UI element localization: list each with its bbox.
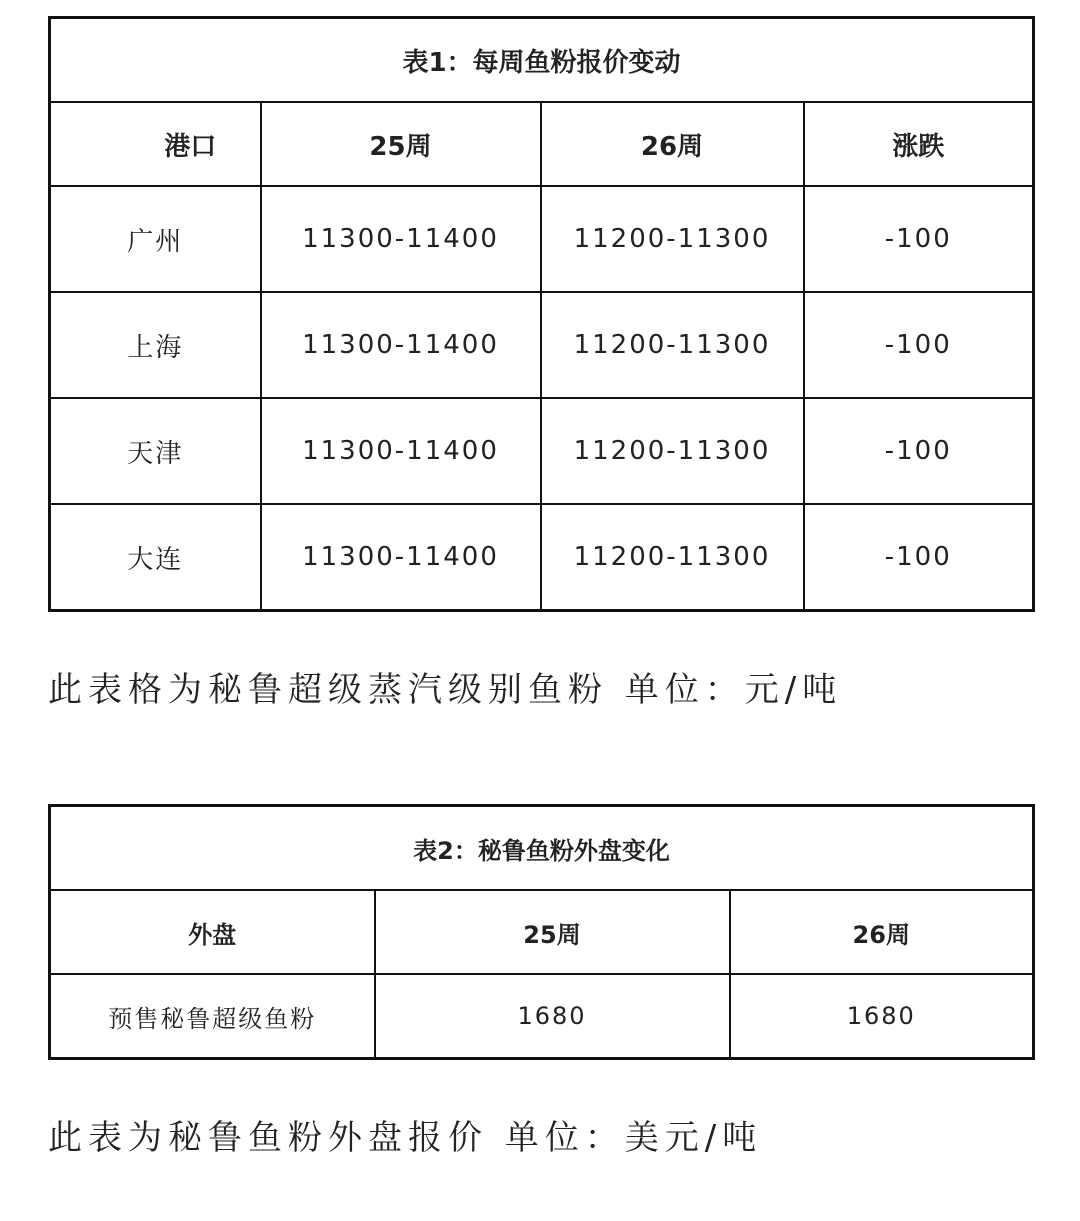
change-cell: -100 xyxy=(804,292,1034,398)
table-row xyxy=(50,504,1034,611)
week25-price-cell: 11300-11400 xyxy=(261,398,541,504)
table-title: 表1：每周鱼粉报价变动 xyxy=(50,18,1034,103)
column-header-week25: 25周 xyxy=(375,890,730,974)
port-cell: 广州 xyxy=(50,186,261,292)
table-row xyxy=(50,974,1034,1059)
table-header-row xyxy=(50,102,1034,186)
week25-price-cell: 11300-11400 xyxy=(261,292,541,398)
column-header-port: 港口 xyxy=(50,102,261,186)
port-cell: 上海 xyxy=(50,292,261,398)
week26-price-cell: 11200-11300 xyxy=(541,398,804,504)
peru-fishmeal-offer-table xyxy=(48,804,1035,1060)
table-row xyxy=(50,186,1034,292)
week26-price-cell: 11200-11300 xyxy=(541,186,804,292)
offer-name-cell: 预售秘鲁超级鱼粉 xyxy=(50,974,375,1059)
table-title: 表2：秘鲁鱼粉外盘变化 xyxy=(50,806,1034,891)
column-header-week26: 26周 xyxy=(730,890,1034,974)
port-cell: 天津 xyxy=(50,398,261,504)
table-row xyxy=(50,398,1034,504)
week26-price-cell: 1680 xyxy=(730,974,1034,1059)
column-header-change: 涨跌 xyxy=(804,102,1034,186)
table-row xyxy=(50,292,1034,398)
table2-note: 此表为秘鲁鱼粉外盘报价 单位：美元/吨 xyxy=(48,1118,763,1158)
week25-price-cell: 1680 xyxy=(375,974,730,1059)
change-cell: -100 xyxy=(804,398,1034,504)
table-title-row xyxy=(50,806,1034,891)
table1-note: 此表格为秘鲁超级蒸汽级别鱼粉 单位：元/吨 xyxy=(48,670,843,710)
week26-price-cell: 11200-11300 xyxy=(541,504,804,611)
table-header-row xyxy=(50,890,1034,974)
weekly-fishmeal-price-table xyxy=(48,16,1035,612)
week25-price-cell: 11300-11400 xyxy=(261,504,541,611)
week26-price-cell: 11200-11300 xyxy=(541,292,804,398)
week25-price-cell: 11300-11400 xyxy=(261,186,541,292)
table-title-row xyxy=(50,18,1034,103)
port-cell: 大连 xyxy=(50,504,261,611)
change-cell: -100 xyxy=(804,186,1034,292)
column-header-week26: 26周 xyxy=(541,102,804,186)
column-header-week25: 25周 xyxy=(261,102,541,186)
change-cell: -100 xyxy=(804,504,1034,611)
column-header-offer: 外盘 xyxy=(50,890,375,974)
